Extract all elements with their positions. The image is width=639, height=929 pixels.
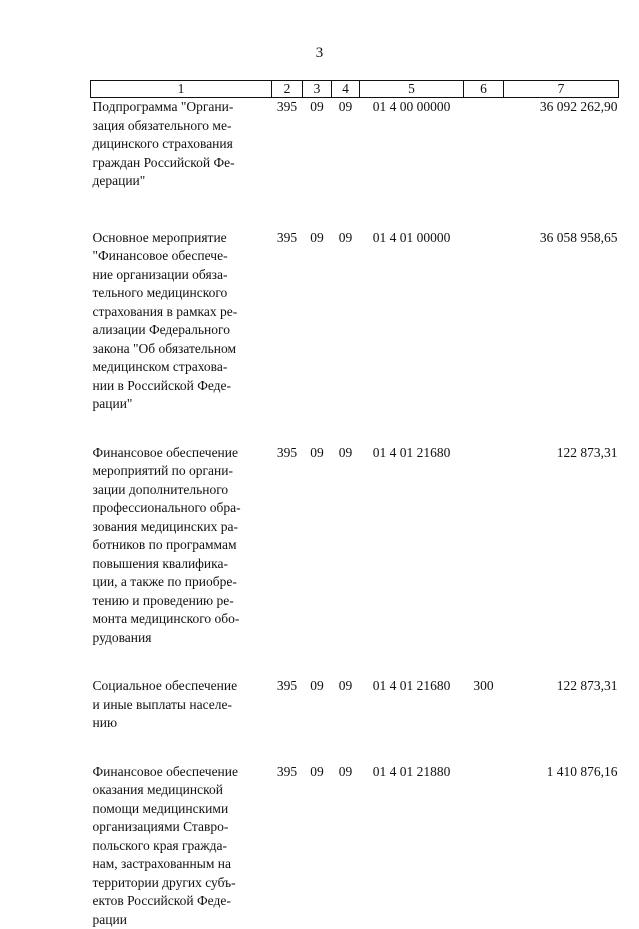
table-body xyxy=(91,98,619,929)
row-name-line: польского края гражда- xyxy=(93,837,272,856)
row-name-line: нам, застрахованным на xyxy=(93,855,272,874)
col5-target-article: 01 4 01 21680 xyxy=(360,444,464,648)
col4-subsection: 09 xyxy=(332,98,360,191)
row-name-line: зации дополнительного xyxy=(93,481,272,500)
row-name-line: рации xyxy=(93,911,272,929)
header-col-1: 1 xyxy=(91,81,272,98)
row-name-line: дерации" xyxy=(93,172,272,191)
row-name-line: организациями Ставро- xyxy=(93,818,272,837)
row-name-line: "Финансовое обеспече- xyxy=(93,247,272,266)
row-name-line: Подпрограмма "Органи- xyxy=(93,98,272,117)
col2-code: 395 xyxy=(272,229,303,414)
row-spacer xyxy=(91,191,619,229)
row-name xyxy=(91,229,272,414)
row-name-line: нию xyxy=(93,714,272,733)
page-number: 3 xyxy=(0,45,639,62)
col2-code: 395 xyxy=(272,763,303,929)
col6-expense-type xyxy=(464,444,504,648)
row-name-line: мероприятий по органи- xyxy=(93,462,272,481)
col3-section: 09 xyxy=(303,229,332,414)
table-header-row xyxy=(91,81,619,98)
col2-code: 395 xyxy=(272,444,303,648)
header-col-5: 5 xyxy=(360,81,464,98)
col4-subsection: 09 xyxy=(332,677,360,733)
row-name-line: тению и проведению ре- xyxy=(93,592,272,611)
col7-amount: 1 410 876,16 xyxy=(504,763,619,929)
row-name-line: и иные выплаты населе- xyxy=(93,696,272,715)
col2-code: 395 xyxy=(272,98,303,191)
table-row xyxy=(91,444,619,648)
row-name-line: закона "Об обязательном xyxy=(93,340,272,359)
table-row xyxy=(91,763,619,929)
header-col-6: 6 xyxy=(464,81,504,98)
row-name-line: монта медицинского обо- xyxy=(93,610,272,629)
row-name-line: зация обязательного ме- xyxy=(93,117,272,136)
row-name-line: территории других субъ- xyxy=(93,874,272,893)
table-row xyxy=(91,677,619,733)
col3-section: 09 xyxy=(303,444,332,648)
col5-target-article: 01 4 01 00000 xyxy=(360,229,464,414)
col6-expense-type xyxy=(464,763,504,929)
col7-amount: 36 058 958,65 xyxy=(504,229,619,414)
header-col-2: 2 xyxy=(272,81,303,98)
row-name-line: тельного медицинского xyxy=(93,284,272,303)
col3-section: 09 xyxy=(303,98,332,191)
row-name-line: оказания медицинской xyxy=(93,781,272,800)
col7-amount: 122 873,31 xyxy=(504,677,619,733)
row-name xyxy=(91,677,272,733)
row-name-line: ектов Российской Феде- xyxy=(93,892,272,911)
row-name-line: ции, а также по приобре- xyxy=(93,573,272,592)
row-name-line: медицинском страхова- xyxy=(93,358,272,377)
row-name-line: рации" xyxy=(93,395,272,414)
col4-subsection: 09 xyxy=(332,444,360,648)
row-name-line: Социальное обеспечение xyxy=(93,677,272,696)
col6-expense-type xyxy=(464,98,504,191)
row-spacer xyxy=(91,647,619,677)
row-name-line: Основное мероприятие xyxy=(93,229,272,248)
col4-subsection: 09 xyxy=(332,229,360,414)
row-name-line: помощи медицинскими xyxy=(93,800,272,819)
table-row xyxy=(91,98,619,191)
row-name-line: повышения квалифика- xyxy=(93,555,272,574)
col6-expense-type: 300 xyxy=(464,677,504,733)
col5-target-article: 01 4 01 21680 xyxy=(360,677,464,733)
row-name-line: граждан Российской Фе- xyxy=(93,154,272,173)
col7-amount: 36 092 262,90 xyxy=(504,98,619,191)
col5-target-article: 01 4 01 21880 xyxy=(360,763,464,929)
col7-amount: 122 873,31 xyxy=(504,444,619,648)
header-col-3: 3 xyxy=(303,81,332,98)
row-name-line: рудования xyxy=(93,629,272,648)
col2-code: 395 xyxy=(272,677,303,733)
table-row xyxy=(91,229,619,414)
row-name-line: зования медицинских ра- xyxy=(93,518,272,537)
row-name xyxy=(91,763,272,929)
col3-section: 09 xyxy=(303,763,332,929)
row-name-line: нии в Российской Феде- xyxy=(93,377,272,396)
row-name-line: Финансовое обеспечение xyxy=(93,444,272,463)
row-name-line: ние организации обяза- xyxy=(93,266,272,285)
header-col-4: 4 xyxy=(332,81,360,98)
row-name xyxy=(91,444,272,648)
row-name-line: ализации Федерального xyxy=(93,321,272,340)
budget-table xyxy=(90,80,619,929)
col4-subsection: 09 xyxy=(332,763,360,929)
row-name-line: дицинского страхования xyxy=(93,135,272,154)
row-name-line: ботников по программам xyxy=(93,536,272,555)
row-name xyxy=(91,98,272,191)
row-spacer xyxy=(91,733,619,763)
row-name-line: Финансовое обеспечение xyxy=(93,763,272,782)
header-col-7: 7 xyxy=(504,81,619,98)
col6-expense-type xyxy=(464,229,504,414)
row-name-line: профессионального обра- xyxy=(93,499,272,518)
col5-target-article: 01 4 00 00000 xyxy=(360,98,464,191)
col3-section: 09 xyxy=(303,677,332,733)
row-spacer xyxy=(91,414,619,444)
row-name-line: страхования в рамках ре- xyxy=(93,303,272,322)
